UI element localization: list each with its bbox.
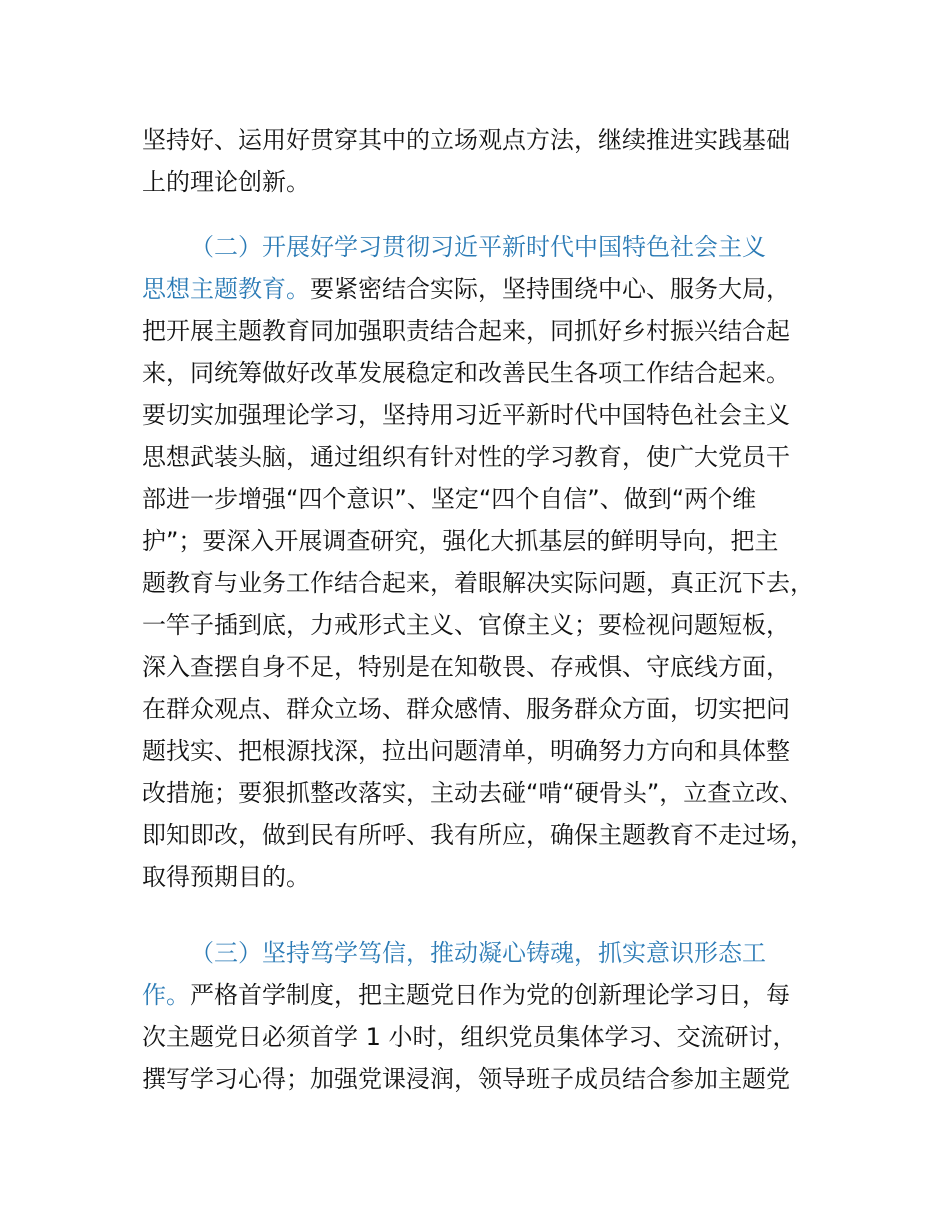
section-2-body-line: 深入查摆自身不足，特别是在知敬畏、存戒惧、守底线方面， <box>142 653 790 681</box>
section-3-body-start: 严格首学制度，把主题党日作为党的创新理论学习日，每 <box>190 981 790 1009</box>
intro-line-2: 上的理论创新。 <box>142 168 310 196</box>
section-3-line-2 <box>142 978 790 1012</box>
section-3-heading-tail: 作。 <box>142 981 190 1009</box>
section-2-body-line: 把开展主题教育同加强职责结合起来，同抓好乡村振兴结合起 <box>142 317 790 345</box>
section-3-body-line: 次主题党日必须首学 1 小时，组织党员集体学习、交流研讨， <box>142 1023 797 1051</box>
section-2-body-line: 要切实加强理论学习，坚持用习近平新时代中国特色社会主义 <box>142 401 790 429</box>
section-3-heading: （三）坚持笃学笃信，推动凝心铸魂，抓实意识形态工 <box>190 939 766 967</box>
section-2-body-line: 来，同统筹做好改革发展稳定和改善民生各项工作结合起来。 <box>142 359 790 387</box>
section-2-body-line: 部进一步增强“四个意识”、坚定“四个自信”、做到“两个维 <box>142 485 757 513</box>
section-2-body-line: 护”；要深入开展调查研究，强化大抓基层的鲜明导向，把主 <box>142 527 779 555</box>
section-2-body-start: 要紧密结合实际，坚持围绕中心、服务大局， <box>310 275 790 303</box>
section-2-body-line: 改措施；要狠抓整改落实，主动去碰“啃“硬骨头”，立查立改、 <box>142 779 804 807</box>
section-2-heading: （二）开展好学习贯彻习近平新时代中国特色社会主义 <box>190 233 766 261</box>
section-2-line-2 <box>142 272 790 306</box>
section-2-body-line: 思想武装头脑，通过组织有针对性的学习教育，使广大党员干 <box>142 443 790 471</box>
section-2-body-line: 题教育与业务工作结合起来，着眼解决实际问题，真正沉下去， <box>142 569 814 597</box>
section-2-heading-tail: 思想主题教育。 <box>142 275 310 303</box>
section-2-body-line: 题找实、把根源找深，拉出问题清单，明确努力方向和具体整 <box>142 737 790 765</box>
section-2-body-line: 取得预期目的。 <box>142 863 310 891</box>
intro-line-1: 坚持好、运用好贯穿其中的立场观点方法，继续推进实践基础 <box>142 126 790 154</box>
section-3-body-line: 撰写学习心得；加强党课浸润，领导班子成员结合参加主题党 <box>142 1065 790 1093</box>
section-2-body-line: 一竿子插到底，力戒形式主义、官僚主义；要检视问题短板， <box>142 611 790 639</box>
section-2-body-line: 即知即改，做到民有所呼、我有所应，确保主题教育不走过场， <box>142 821 814 849</box>
section-2-body-line: 在群众观点、群众立场、群众感情、服务群众方面，切实把问 <box>142 695 790 723</box>
